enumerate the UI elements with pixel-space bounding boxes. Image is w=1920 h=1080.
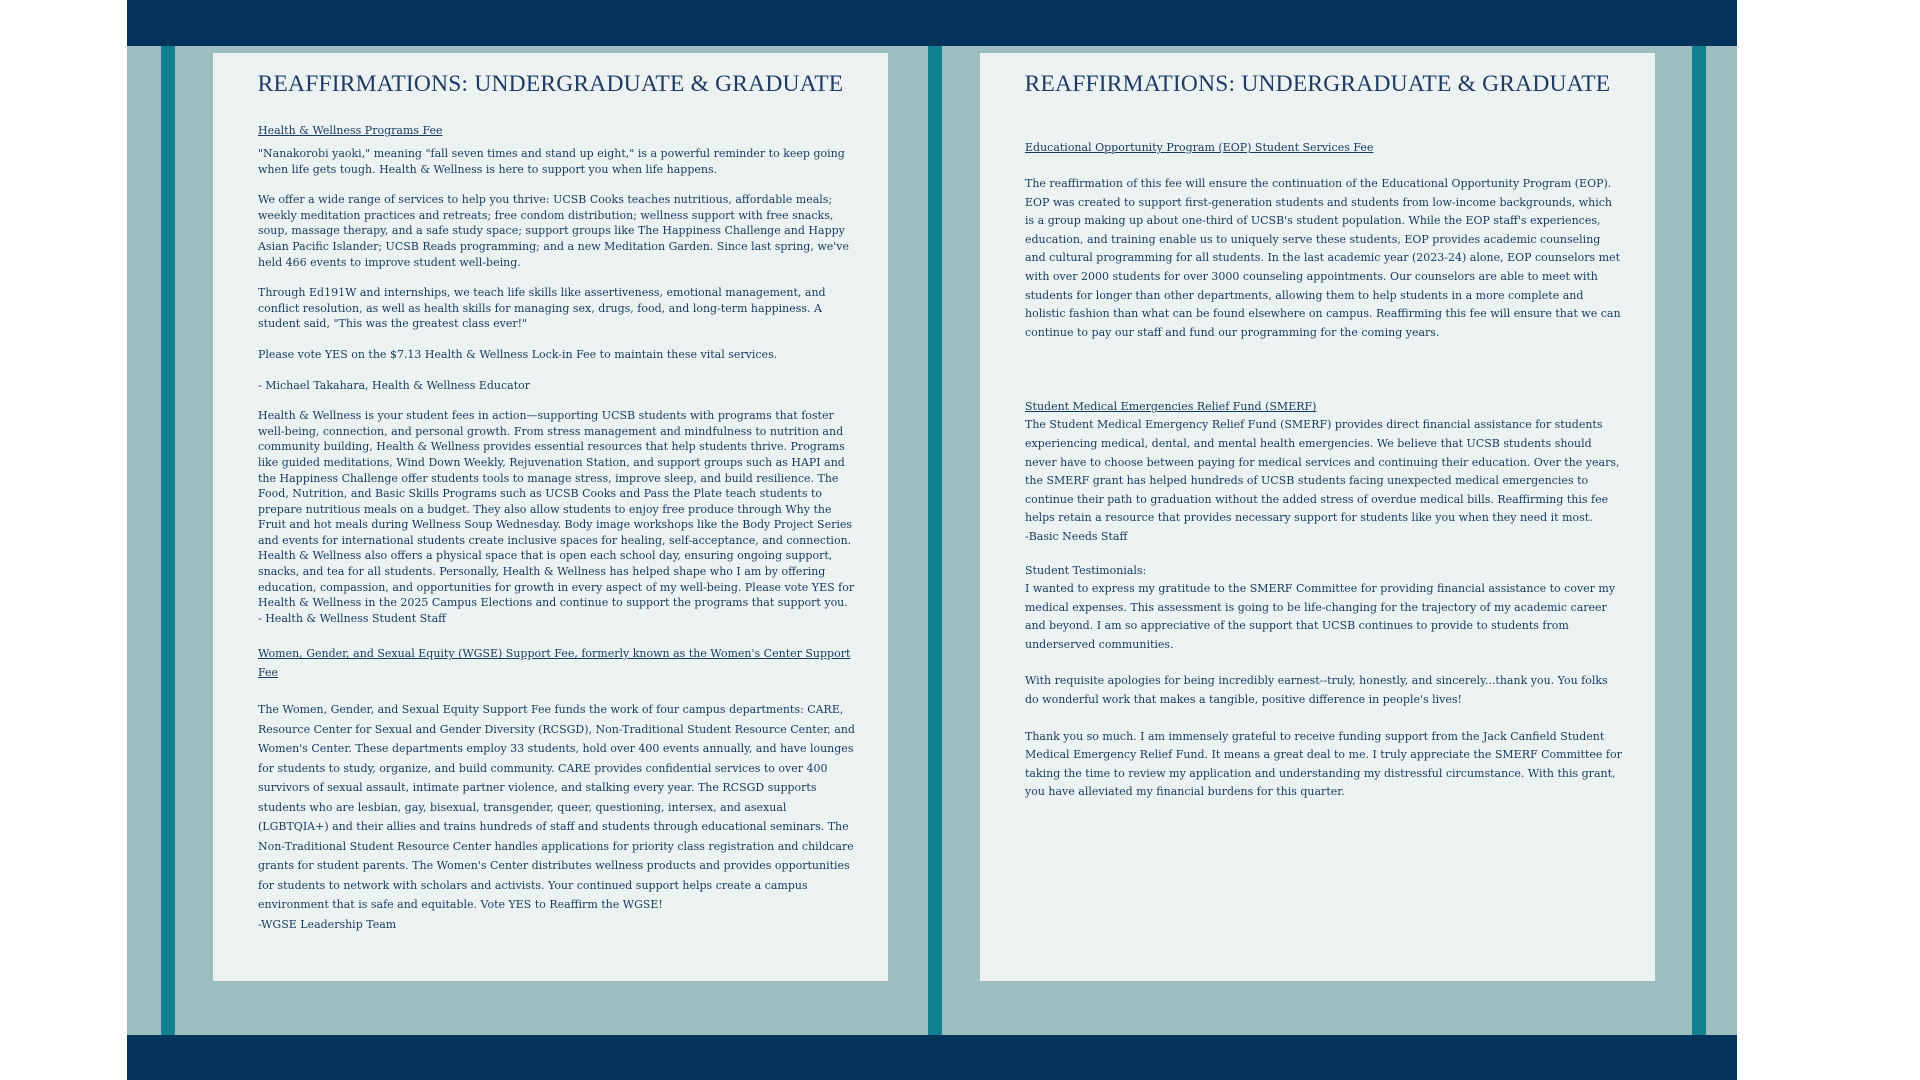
eop-paragraph: The reaffirmation of this fee will ensure the continuation of the Educational Opportunity Program (EOP). EOP was created to support first-generation students and students from low-income backgrounds, which is a group making up about one-third of UCSB's student population. While the EOP staff's experiences, education, and training enable us to uniquely serve these students, EOP provides academic counseling and cultural programming for all students. In the last academic year (2023-24) alone, EOP counselors met with over 2000 students for over 3000 counseling appointments. Our counselors are able to meet with students for longer than other departments, allowing them to help students in a more complete and holistic fashion than what can be found elsewhere on campus. Reaffirming this fee will ensure that we can continue to pay our staff and fund our programming for the coming years. [1025, 177, 1621, 339]
health-wellness-paragraph: Through Ed191W and internships, we teach life skills like assertiveness, emotional management, and conflict resolution, as well as health skills for managing sex, drugs, food, and long-term happiness. A student said, "This was the greatest class ever!" [258, 286, 826, 331]
health-wellness-paragraph: Health & Wellness is your student fees in action—supporting UCSB students with programs that foster well-being, connection, and personal growth. From stress management and mindfulness to nutrition and community building, Health & Wellness provides essential resources that help students thrive. Programs like guided meditations, Wind Down Weekly, Rejuvenation Station, and support groups such as HAPI and the Happiness Challenge offer students tools to manage stress, improve sleep, and build resilience. The Food, Nutrition, and Basic Skills Programs such as UCSB Cooks and Pass the Plate teach students to prepare nutritious meals on a budget. They also allow students to enjoy free produce through Why the Fruit and hot meals during Wellness Soup Wednesday. Body image workshops like the Body Project Series and events for international students create inclusive spaces for healing, self-acceptance, and connection. Health & Wellness also offers a physical space that is open each school day, ensuring ongoing support, snacks, and tea for all students. Personally, Health & Wellness has helped shape who I am by offering education, compassion, and opportunities for growth in every aspect of my well-being. Please vote YES for Health & Wellness in the 2025 Campus Elections and continue to support the programs that support you. [258, 409, 855, 610]
left-document-page [213, 53, 888, 981]
smerf-paragraph: The Student Medical Emergency Relief Fund (SMERF) provides direct financial assistance for students experiencing medical, dental, and mental health emergencies. We believe that UCSB students should never have to choose between paying for medical services and continuing their education. Over the years, the SMERF grant has helped hundreds of UCSB students facing unexpected medical emergencies to continue their path to graduation without the added stress of overdue medical bills. Reaffirming this fee helps retain a resource that provides necessary support for students like you when they need it most. [1025, 418, 1620, 525]
health-wellness-paragraph: "Nanakorobi yaoki," meaning "fall seven times and stand up eight," is a powerful reminder to keep going when life gets tough. Health & Wellness is here to support you when life happens. [258, 147, 845, 176]
testimonial: Thank you so much. I am immensely grateful to receive funding support from the Jack Canfield Student Medical Emergency Relief Fund. It means a great deal to me. I truly appreciate the SMERF Committee for taking the time to review my application and understanding my distressful circumstance. With this grant, you have alleviated my financial burdens for this quarter. [1025, 729, 1622, 799]
bottom-banner [127, 1035, 1737, 1080]
eop-heading: Educational Opportunity Program (EOP) Student Services Fee [1025, 141, 1374, 154]
wgse-section [258, 644, 856, 934]
testimonial: I wanted to express my gratitude to the SMERF Committee for providing financial assistance to cover my medical expenses. This assessment is going to be life-changing for the trajectory of my academic career and beyond. I am so appreciative of the support that UCSB continues to provide to students from underserved communities. [1025, 582, 1616, 651]
health-wellness-paragraph: Please vote YES on the $7.13 Health & Wellness Lock-in Fee to maintain these vital services. [258, 347, 778, 361]
health-wellness-signature: - Health & Wellness Student Staff [258, 611, 446, 625]
smerf-signature: -Basic Needs Staff [1025, 529, 1128, 543]
top-banner [127, 0, 1737, 46]
testimonials-label: Student Testimonials: [1025, 563, 1147, 577]
slide [127, 0, 1737, 1080]
health-wellness-paragraph: We offer a wide range of services to help you thrive: UCSB Cooks teaches nutritious, affordable meals; weekly meditation practices and retreats; free condom distribution; wellness support with free snacks, soup, massage therapy, and a safe study space; support groups like The Happiness Challenge and Happy Asian Pacific Islander; UCSB Reads programming; and a new Meditation Garden. Since last spring, we've held 466 events to improve student well-being. [258, 193, 849, 269]
health-wellness-signature: - Michael Takahara, Health & Wellness Educator [258, 378, 531, 392]
wgse-paragraph: The Women, Gender, and Sexual Equity Support Fee funds the work of four campus departments: CARE, Resource Center for Sexual and Gender Diversity (RCSGD), Non-Traditional Student Resource Center, and Women's Center. These departments employ 33 students, hold over 400 events annually, and have lounges for students to study, organize, and build community. CARE provides confidential services to over 400 survivors of sexual assault, intimate partner violence, and stalking every year. The RCSGD supports students who are lesbian, gay, bisexual, transgender, queer, questioning, intersex, and asexual (LGBTQIA+) and their allies and trains hundreds of staff and students through educational seminars. The Non-Traditional Student Resource Center handles applications for priority class registration and childcare grants for student parents. The Women's Center distributes wellness products and provides opportunities for students to network with scholars and activists. Your continued support helps create a campus environment that is safe and equitable. Vote YES to Reaffirm the WGSE! [258, 703, 855, 912]
testimonial: With requisite apologies for being incredibly earnest--truly, honestly, and sincerely...thank you. You folks do wonderful work that makes a tangible, positive difference in people's lives! [1025, 674, 1608, 707]
center-stripe [928, 46, 942, 1035]
left-page-title: REAFFIRMATIONS: UNDERGRADUATE & GRADUATE [257, 71, 844, 97]
right-page-title: REAFFIRMATIONS: UNDERGRADUATE & GRADUATE [1024, 71, 1611, 97]
right-document-page [980, 53, 1655, 981]
health-wellness-heading: Health & Wellness Programs Fee [258, 124, 443, 137]
wgse-signature: -WGSE Leadership Team [258, 917, 397, 931]
left-edge-stripe [161, 46, 175, 1035]
wgse-heading: Women, Gender, and Sexual Equity (WGSE) Support Fee, formerly known as the Women's Center Support Fee [258, 647, 851, 680]
smerf-heading: Student Medical Emergencies Relief Fund (SMERF) [1025, 400, 1317, 414]
right-edge-stripe [1692, 46, 1706, 1035]
